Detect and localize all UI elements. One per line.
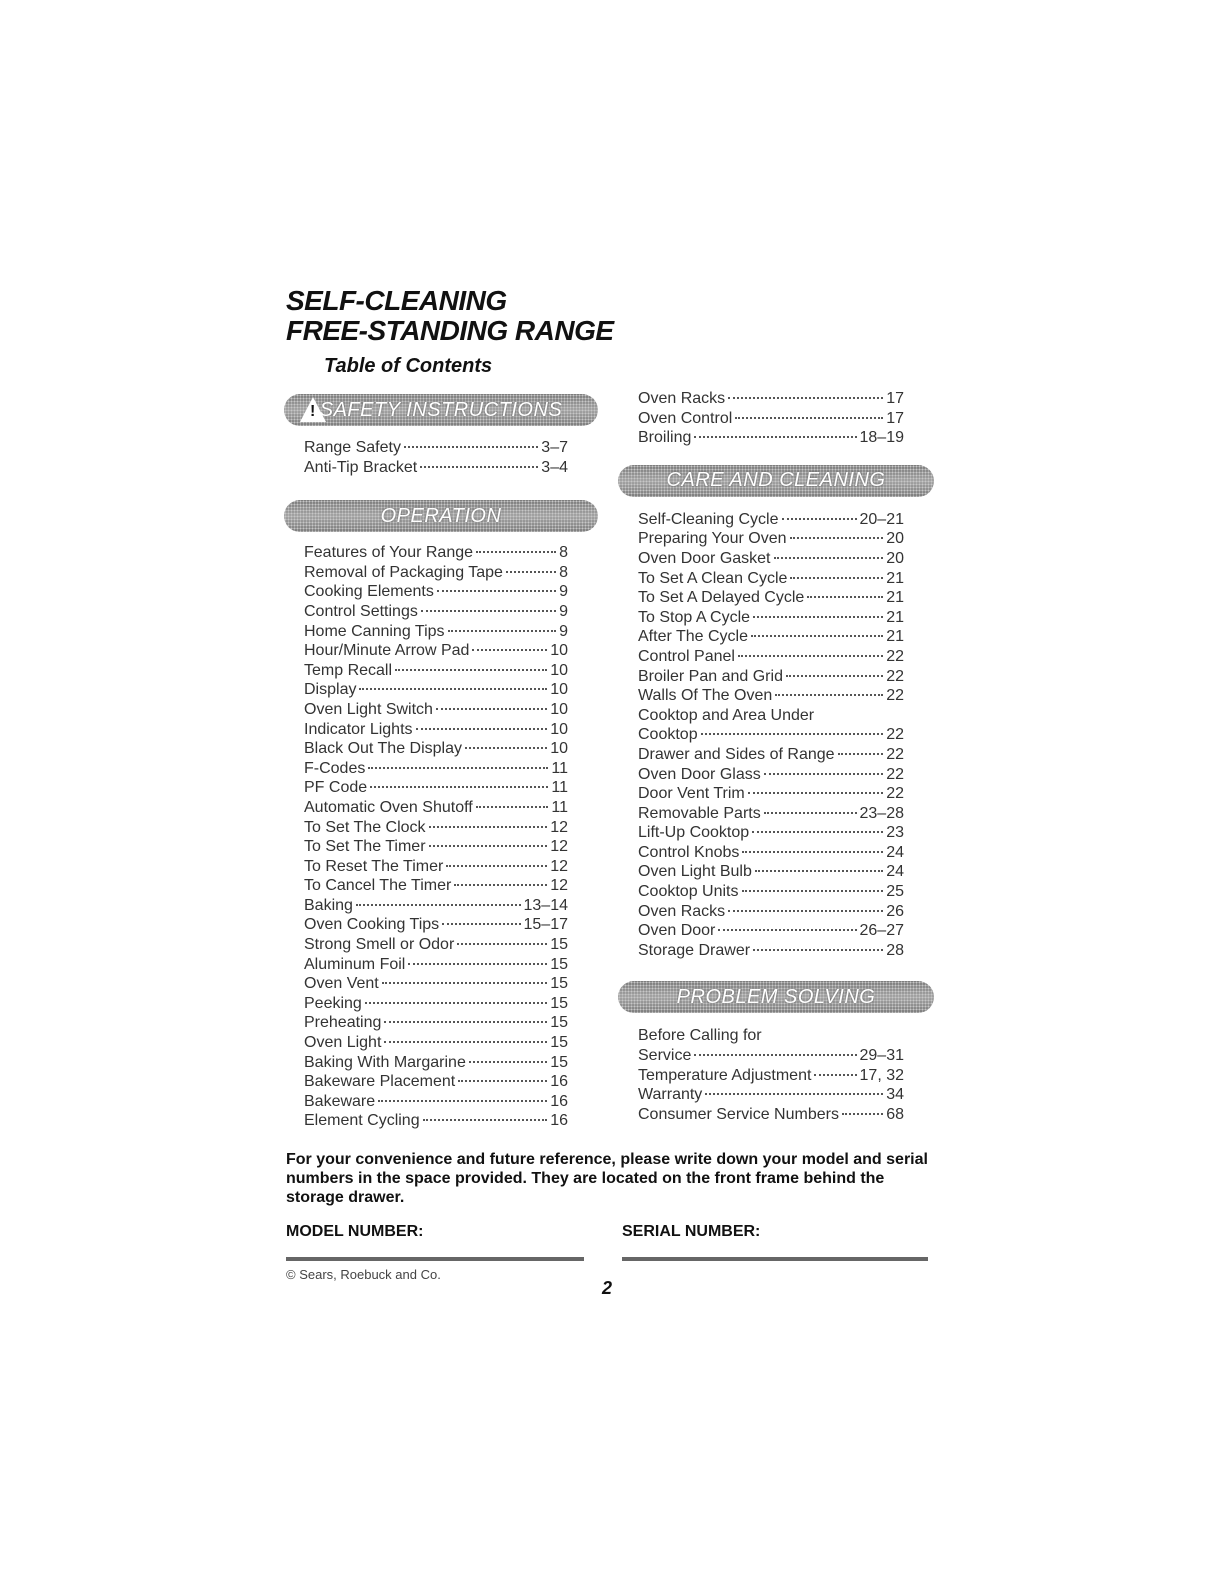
dot-leader <box>437 590 556 592</box>
dot-leader <box>764 812 857 814</box>
toc-entry-page: 8 <box>559 544 568 562</box>
problem-section-heading: PROBLEM SOLVING <box>676 985 876 1008</box>
dot-leader <box>408 963 547 965</box>
toc-entry-page: 9 <box>559 583 568 601</box>
toc-entry-label: Control Knobs <box>638 843 740 861</box>
toc-entry <box>304 563 568 583</box>
toc-entry <box>304 876 568 896</box>
model-number-line <box>286 1257 584 1261</box>
toc-left-column <box>284 394 598 1131</box>
dot-leader <box>753 616 883 618</box>
toc-entry-page: 21 <box>886 569 904 587</box>
care-section-heading: CARE AND CLEANING <box>666 469 886 492</box>
dot-leader <box>359 688 547 690</box>
toc-entry-page: 21 <box>886 628 904 646</box>
toc-entry <box>304 1111 568 1131</box>
toc-entry-label: Cooktop and Area Under <box>638 706 815 724</box>
toc-entry-label: Range Safety <box>304 439 401 456</box>
toc-entry-page: 26 <box>886 902 904 920</box>
toc-entry-label: Control Panel <box>638 647 735 665</box>
care-section-banner <box>618 465 934 497</box>
toc-entry <box>638 510 904 530</box>
toc-entry-label: Oven Door <box>638 922 716 940</box>
toc-entry <box>638 902 904 922</box>
dot-leader <box>365 1002 547 1004</box>
toc-entry-label: To Set The Clock <box>304 818 426 836</box>
toc-entry-label: Service <box>638 1047 692 1065</box>
toc-entry <box>304 680 568 700</box>
toc-entry <box>304 759 568 779</box>
toc-entry-label: Lift-Up Cooktop <box>638 824 750 842</box>
toc-entry-label: Preheating <box>304 1014 382 1032</box>
toc-entry-label: Baking <box>304 896 353 914</box>
toc-entry-label: To Reset The Timer <box>304 857 444 875</box>
serial-number-label: SERIAL NUMBER: <box>622 1223 761 1240</box>
toc-entry <box>304 857 568 877</box>
toc-entry <box>304 778 568 798</box>
toc-entry-page: 3–4 <box>541 458 568 476</box>
toc-entry-label: Oven Cooking Tips <box>304 916 440 934</box>
toc-entry-page: 15 <box>550 1014 568 1032</box>
toc-entry-page: 9 <box>559 602 568 620</box>
toc-entry-label: Oven Vent <box>304 975 379 993</box>
toc-entry <box>304 1072 568 1092</box>
dot-leader <box>755 870 883 872</box>
toc-entry-page: 22 <box>886 765 904 783</box>
dot-leader <box>382 982 547 984</box>
toc-entry <box>638 1046 904 1066</box>
toc-entry-page: 10 <box>550 700 568 718</box>
toc-entry <box>304 955 568 975</box>
toc-entry <box>304 1053 568 1073</box>
toc-entry-label: Hour/Minute Arrow Pad <box>304 642 470 660</box>
toc-entry-page: 20 <box>886 530 904 548</box>
toc-entry <box>304 974 568 994</box>
toc-entry-page: 20–21 <box>859 510 904 528</box>
toc-right-column <box>618 389 934 1124</box>
operation-section-banner <box>284 500 598 532</box>
toc-entry-page: 22 <box>886 785 904 803</box>
dot-leader <box>782 518 857 520</box>
toc-entry <box>638 765 904 785</box>
serial-number-line <box>622 1257 928 1261</box>
toc-entry-page: 12 <box>550 857 568 875</box>
toc-entry <box>638 1085 904 1105</box>
toc-entry-label: To Set A Clean Cycle <box>638 569 788 587</box>
dot-leader <box>807 596 883 598</box>
toc-entry-page: 8 <box>559 563 568 581</box>
dot-leader <box>718 929 856 931</box>
toc-entry-label: Peeking <box>304 994 362 1012</box>
safety-section-heading: SAFETY INSTRUCTIONS <box>319 398 563 421</box>
toc-entry <box>304 1033 568 1053</box>
toc-entry <box>304 896 568 916</box>
toc-entry <box>304 438 568 458</box>
toc-entry-page: 68 <box>886 1105 904 1123</box>
dot-leader <box>429 826 548 828</box>
dot-leader <box>748 792 884 794</box>
toc-entry-label: To Set The Timer <box>304 838 426 856</box>
toc-entry-page: 15 <box>550 975 568 993</box>
toc-entry-page: 16 <box>550 1112 568 1130</box>
dot-leader <box>395 669 547 671</box>
toc-entry-page: 15 <box>550 955 568 973</box>
safety-entries <box>284 438 598 477</box>
toc-entry <box>304 661 568 681</box>
dot-leader <box>472 649 547 651</box>
toc-entry <box>638 627 904 647</box>
toc-entry <box>638 843 904 863</box>
toc-entry-page: 18–19 <box>859 429 904 447</box>
toc-entry-label: Removable Parts <box>638 804 761 822</box>
toc-entry-label: Removal of Packaging Tape <box>304 563 503 581</box>
toc-entry-page: 15 <box>550 936 568 954</box>
toc-entry <box>638 784 904 804</box>
toc-entry-label: Drawer and Sides of Range <box>638 745 835 763</box>
toc-entry-page: 26–27 <box>859 922 904 940</box>
dot-leader <box>454 884 547 886</box>
toc-entry-page: 12 <box>550 877 568 895</box>
toc-entry-page: 22 <box>886 726 904 744</box>
operation-entries <box>284 543 598 1131</box>
dot-leader <box>742 890 884 892</box>
toc-entry <box>638 941 904 961</box>
dot-leader <box>384 1041 547 1043</box>
toc-entry-page: 17 <box>886 390 904 407</box>
toc-entry-page: 10 <box>550 740 568 758</box>
dot-leader <box>751 635 883 637</box>
toc-entry-page: 11 <box>551 759 568 777</box>
dot-leader <box>774 557 884 559</box>
dot-leader <box>742 851 883 853</box>
toc-entry-label: Oven Light <box>304 1034 382 1052</box>
toc-entry <box>638 409 904 429</box>
dot-leader <box>404 446 538 448</box>
toc-entry-label: Oven Door Gasket <box>638 549 771 567</box>
toc-entry <box>638 1066 904 1086</box>
toc-entry <box>638 804 904 824</box>
toc-entry-page: 29–31 <box>859 1047 904 1065</box>
safety-section-banner <box>284 394 598 426</box>
toc-entry-label: Indicator Lights <box>304 720 413 738</box>
toc-entry <box>638 667 904 687</box>
dot-leader <box>752 831 883 833</box>
dot-leader <box>416 728 548 730</box>
toc-entry <box>304 720 568 740</box>
page-number: 2 <box>602 1278 613 1298</box>
toc-entry <box>304 543 568 563</box>
dot-leader <box>384 1021 547 1023</box>
toc-entry-label: Oven Control <box>638 409 733 427</box>
dot-leader <box>775 694 883 696</box>
toc-entry-label: Element Cycling <box>304 1112 420 1130</box>
notice-text: For your convenience and future reference, please write down your model and serial numbers in the space provided. They are located on the front frame behind the storage drawer. <box>286 1151 928 1206</box>
toc-entry-page: 9 <box>559 622 568 640</box>
dot-leader <box>842 1113 883 1115</box>
toc-entry <box>638 588 904 608</box>
toc-entry <box>638 823 904 843</box>
toc-entry <box>304 602 568 622</box>
toc-entry-page: 10 <box>550 642 568 660</box>
toc-entry <box>304 582 568 602</box>
toc-entry-label: To Set A Delayed Cycle <box>638 589 805 607</box>
dot-leader <box>446 865 547 867</box>
toc-entry-page: 24 <box>886 863 904 881</box>
toc-entry-page: 3–7 <box>541 439 568 456</box>
toc-entry <box>638 706 904 726</box>
toc-entry <box>638 428 904 448</box>
operation-continued-entries <box>618 389 934 448</box>
toc-entry-label: Before Calling for <box>638 1027 762 1045</box>
dot-leader <box>429 845 548 847</box>
toc-entry-label: Oven Door Glass <box>638 765 761 783</box>
dot-leader <box>790 537 884 539</box>
dot-leader <box>764 773 883 775</box>
toc-entry-label: Display <box>304 681 357 699</box>
toc-entry-label: After The Cycle <box>638 628 748 646</box>
dot-leader <box>738 655 883 657</box>
toc-entry-page: 10 <box>550 720 568 738</box>
toc-entry <box>638 389 904 409</box>
dot-leader <box>694 436 856 438</box>
toc-entry-page: 22 <box>886 667 904 685</box>
toc-entry-label: Home Canning Tips <box>304 622 445 640</box>
toc-entry <box>638 1026 904 1046</box>
dot-leader <box>436 708 547 710</box>
toc-entry <box>304 700 568 720</box>
toc-entry-label: Temperature Adjustment <box>638 1066 812 1084</box>
toc-entry-label: Oven Racks <box>638 390 726 407</box>
title-line-2: FREE-STANDING RANGE <box>286 315 614 346</box>
toc-entry-page: 17, 32 <box>859 1066 904 1084</box>
toc-entry-label: Broiler Pan and Grid <box>638 667 783 685</box>
toc-entry <box>304 994 568 1014</box>
toc-entry-label: Bakeware Placement <box>304 1073 456 1091</box>
care-entries <box>618 510 934 961</box>
toc-entry-page: 15 <box>550 994 568 1012</box>
dot-leader <box>701 733 884 735</box>
toc-entry-label: Strong Smell or Odor <box>304 936 455 954</box>
toc-entry-page: 22 <box>886 647 904 665</box>
dot-leader <box>790 577 883 579</box>
toc-entry <box>304 622 568 642</box>
toc-entry-page: 16 <box>550 1092 568 1110</box>
toc-entry-page: 23 <box>886 824 904 842</box>
toc-entry-label: Control Settings <box>304 602 418 620</box>
toc-entry <box>638 1105 904 1125</box>
toc-entry <box>304 739 568 759</box>
toc-entry-label: Aluminum Foil <box>304 955 406 973</box>
dot-leader <box>368 767 548 769</box>
toc-entry-page: 22 <box>886 687 904 705</box>
toc-entry-page: 16 <box>550 1073 568 1091</box>
toc-entry-label: Cooktop <box>638 726 698 744</box>
toc-entry <box>638 882 904 902</box>
toc-entry-label: Broiling <box>638 429 692 447</box>
toc-entry-label: Anti-Tip Bracket <box>304 458 418 476</box>
toc-entry <box>638 647 904 667</box>
toc-entry-page: 17 <box>886 409 904 427</box>
toc-entry-page: 23–28 <box>859 804 904 822</box>
dot-leader <box>476 551 556 553</box>
toc-entry <box>304 935 568 955</box>
dot-leader <box>356 904 521 906</box>
toc-entry <box>638 569 904 589</box>
dot-leader <box>458 1080 547 1082</box>
toc-entry <box>304 798 568 818</box>
toc-entry-label: Baking With Margarine <box>304 1053 466 1071</box>
toc-entry-page: 15 <box>550 1034 568 1052</box>
toc-entry-page: 13–14 <box>523 896 568 914</box>
dot-leader <box>728 910 883 912</box>
toc-entry-page: 12 <box>550 838 568 856</box>
dot-leader <box>814 1074 856 1076</box>
toc-entry <box>638 725 904 745</box>
dot-leader <box>465 747 547 749</box>
toc-entry <box>638 608 904 628</box>
problem-entries <box>618 1026 934 1124</box>
toc-entry <box>304 458 568 478</box>
toc-entry-page: 11 <box>551 779 568 797</box>
dot-leader <box>457 943 547 945</box>
dot-leader <box>378 1100 547 1102</box>
toc-entry-label: Features of Your Range <box>304 544 474 562</box>
dot-leader <box>442 923 520 925</box>
toc-entry-label: Oven Light Switch <box>304 700 433 718</box>
toc-entry-page: 22 <box>886 745 904 763</box>
toc-entry-label: Warranty <box>638 1086 703 1104</box>
toc-entry-page: 25 <box>886 883 904 901</box>
toc-entry-label: To Cancel The Timer <box>304 877 452 895</box>
model-number-label: MODEL NUMBER: <box>286 1223 424 1240</box>
toc-entry-page: 20 <box>886 549 904 567</box>
dot-leader <box>735 417 883 419</box>
warning-icon <box>300 397 326 422</box>
toc-entry <box>638 549 904 569</box>
toc-entry-label: Self-Cleaning Cycle <box>638 510 779 528</box>
toc-entry-label: Walls Of The Oven <box>638 687 773 705</box>
toc-entry <box>304 1013 568 1033</box>
toc-entry <box>638 862 904 882</box>
toc-entry-page: 10 <box>550 661 568 679</box>
toc-entry-label: Storage Drawer <box>638 941 751 959</box>
toc-entry-page: 24 <box>886 843 904 861</box>
toc-entry-label: Bakeware <box>304 1092 376 1110</box>
dot-leader <box>420 466 538 468</box>
toc-entry-page: 28 <box>886 941 904 959</box>
toc-entry-page: 34 <box>886 1086 904 1104</box>
toc-entry <box>638 745 904 765</box>
toc-entry-label: F-Codes <box>304 759 366 777</box>
toc-entry-label: Temp Recall <box>304 661 393 679</box>
toc-entry-page: 21 <box>886 589 904 607</box>
operation-section-heading: OPERATION <box>380 504 502 527</box>
dot-leader <box>694 1054 856 1056</box>
dot-leader <box>421 610 556 612</box>
toc-entry-label: Consumer Service Numbers <box>638 1105 839 1123</box>
toc-entry-page: 15 <box>550 1053 568 1071</box>
toc-entry-label: Black Out The Display <box>304 740 462 758</box>
dot-leader <box>506 571 556 573</box>
toc-entry <box>304 818 568 838</box>
toc-entry <box>304 915 568 935</box>
dot-leader <box>705 1093 883 1095</box>
toc-entry-label: Cooktop Units <box>638 883 739 901</box>
toc-entry <box>638 686 904 706</box>
toc-entry-label: Preparing Your Oven <box>638 530 787 548</box>
toc-entry-label: Oven Light Bulb <box>638 863 752 881</box>
toc-entry-label: Door Vent Trim <box>638 785 745 803</box>
toc-entry-label: Automatic Oven Shutoff <box>304 798 473 816</box>
toc-entry <box>304 641 568 661</box>
toc-entry-page: 21 <box>886 608 904 626</box>
toc-entry <box>304 837 568 857</box>
dot-leader <box>728 397 883 399</box>
dot-leader <box>476 806 549 808</box>
dot-leader <box>370 786 548 788</box>
dot-leader <box>786 675 883 677</box>
toc-entry-page: 10 <box>550 681 568 699</box>
toc-entry-label: To Stop A Cycle <box>638 608 751 626</box>
toc-entry-page: 12 <box>550 818 568 836</box>
copyright: © Sears, Roebuck and Co. <box>286 1267 441 1282</box>
toc-entry <box>638 529 904 549</box>
toc-entry-label: Oven Racks <box>638 902 726 920</box>
toc-entry-label: Cooking Elements <box>304 583 434 601</box>
dot-leader <box>448 630 557 632</box>
dot-leader <box>753 949 883 951</box>
toc-entry <box>638 921 904 941</box>
toc-entry-page: 15–17 <box>523 916 568 934</box>
dot-leader <box>469 1061 547 1063</box>
toc-entry-label: PF Code <box>304 779 368 797</box>
problem-section-banner <box>618 981 934 1013</box>
dot-leader <box>838 753 884 755</box>
title-line-1: SELF-CLEANING <box>286 285 507 316</box>
toc-entry <box>304 1092 568 1112</box>
toc-heading: Table of Contents <box>324 355 493 377</box>
toc-entry-page: 11 <box>551 798 568 816</box>
dot-leader <box>423 1119 548 1121</box>
